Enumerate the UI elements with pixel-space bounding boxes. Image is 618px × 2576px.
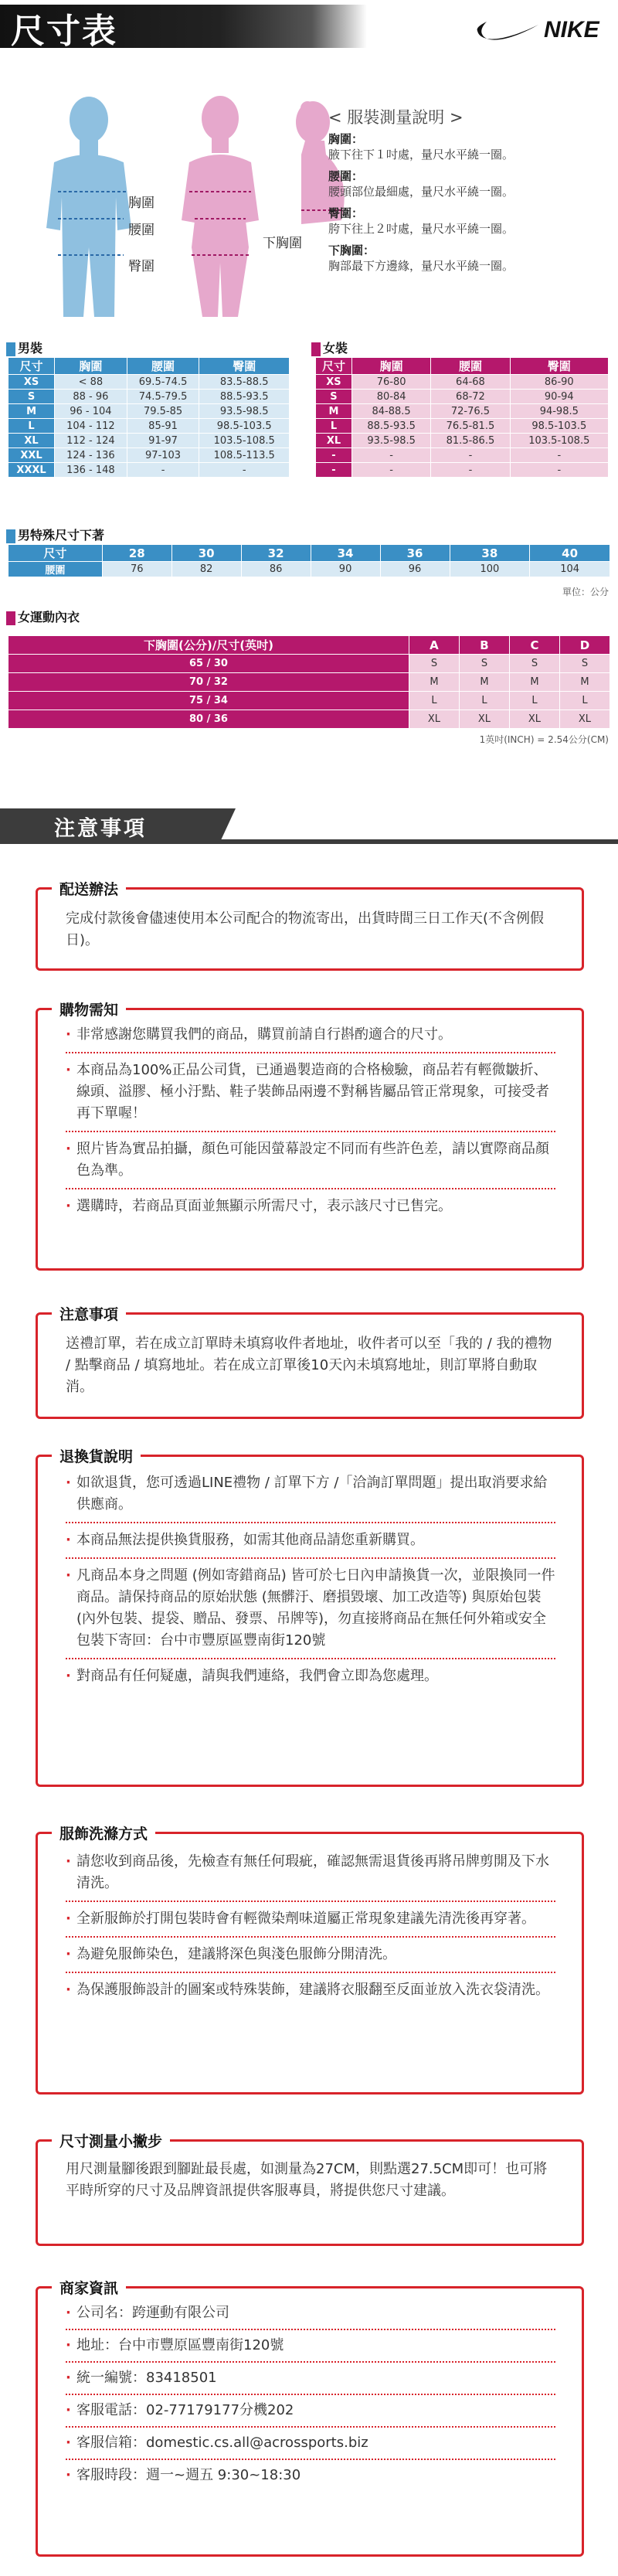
table-cell: < 88 xyxy=(55,375,127,390)
body-measure-figures xyxy=(46,93,371,325)
table-cell: 96 xyxy=(380,562,450,577)
table-cell: 103.5-108.5 xyxy=(510,434,608,448)
page-title: 尺寸表 xyxy=(11,12,117,51)
men-section-title: 男裝 xyxy=(6,339,42,356)
female-figure xyxy=(182,96,259,317)
guide-item: 臀圍： 胯下往上２吋處，量尺水平繞一圈。 xyxy=(328,206,514,236)
row-header-cell: L xyxy=(316,419,352,434)
row-header-cell: 尺寸 xyxy=(8,545,103,562)
table-row xyxy=(316,463,609,478)
table-cell: L xyxy=(559,692,610,710)
table-header-row xyxy=(8,358,290,375)
notice-header xyxy=(0,808,618,844)
row-header-cell: - xyxy=(316,463,352,478)
guide-item: 下胸圍： 胸部最下方邊緣，量尺水平繞一圈。 xyxy=(328,243,514,273)
table-cell: - xyxy=(510,448,608,463)
table-cell: 88.5-93.5 xyxy=(351,419,430,434)
merchant-title: 商家資訊 xyxy=(52,2277,126,2298)
table-cell: 100 xyxy=(450,562,530,577)
table-row xyxy=(8,419,290,434)
washing-item: · 為保護服飾設計的圖案或特殊裝飾，建議將衣服翻至反面並放入洗衣袋清洗。 xyxy=(66,1979,555,2001)
column-header: 臀圍 xyxy=(510,358,608,375)
table-row xyxy=(8,710,610,729)
table-cell: 93.5-98.5 xyxy=(199,404,290,419)
table-row xyxy=(8,404,290,419)
measure-tip-box xyxy=(36,2133,584,2246)
row-header-cell: M xyxy=(8,404,55,419)
underbust-label: 下胸圍 xyxy=(263,236,302,251)
table-cell: 98.5-103.5 xyxy=(199,419,290,434)
table-cell: 108.5-113.5 xyxy=(199,448,290,463)
unit-note: 單位：公分 xyxy=(562,587,609,597)
row-header-cell: S xyxy=(8,390,55,404)
table-row xyxy=(8,673,610,692)
table-row xyxy=(8,692,610,710)
table-row xyxy=(8,434,290,448)
table-cell: M xyxy=(459,673,509,692)
table-cell: M xyxy=(509,673,559,692)
table-cell: 80-84 xyxy=(351,390,430,404)
purchase-item: · 本商品為100%正品公司貨，已通過製造商的合格檢驗，商品若有輕微皺折、線頭、溢膠、極小汙點、鞋子裝飾品兩邊不對稱皆屬品管正常現象，可接受者再下單喔！ xyxy=(66,1060,555,1125)
table-cell: L xyxy=(459,692,509,710)
washing-box xyxy=(36,1826,584,2094)
returns-title: 退換貨說明 xyxy=(52,1445,141,1466)
delivery-box xyxy=(36,881,584,971)
table-cell: 84-88.5 xyxy=(351,404,430,419)
row-header-cell: 65 / 30 xyxy=(8,655,409,673)
women-size-table xyxy=(315,357,609,478)
table-row xyxy=(8,463,290,478)
table-cell: 86-90 xyxy=(510,375,608,390)
column-header: 臀圍 xyxy=(199,358,290,375)
table-cell: S xyxy=(459,655,509,673)
attention-title: 注意事項 xyxy=(52,1303,126,1324)
table-row xyxy=(8,562,610,577)
purchase-box xyxy=(36,1002,584,1271)
purchase-item: · 非常感謝您購買我們的商品，購買前請自行斟酌適合的尺寸。 xyxy=(66,1024,555,1046)
table-row xyxy=(316,419,609,434)
row-header-cell: XXL xyxy=(8,448,55,463)
table-cell: 76-80 xyxy=(351,375,430,390)
inch-conversion-note: 1英吋(INCH) = 2.54公分(CM) xyxy=(479,734,609,745)
table-cell: 97-103 xyxy=(127,448,199,463)
table-cell: 88 - 96 xyxy=(55,390,127,404)
row-header-cell: S xyxy=(316,390,352,404)
table-cell: 69.5-74.5 xyxy=(127,375,199,390)
column-header: 尺寸 xyxy=(316,358,352,375)
measure-guide xyxy=(328,110,603,274)
hip-label: 臀圍 xyxy=(128,259,154,274)
purchase-item: · 選購時，若商品頁面並無顯示所需尺寸，表示該尺寸已售完。 xyxy=(66,1196,555,1217)
table-cell: 82 xyxy=(171,562,241,577)
column-header: 胸圍 xyxy=(55,358,127,375)
table-cell: M xyxy=(559,673,610,692)
table-cell: 68-72 xyxy=(431,390,510,404)
table-cell: L xyxy=(509,692,559,710)
table-cell: 124 - 136 xyxy=(55,448,127,463)
table-cell: 64-68 xyxy=(431,375,510,390)
table-cell: S xyxy=(559,655,610,673)
table-cell: XL xyxy=(409,710,459,729)
pants-section-title: 男特殊尺寸下著 xyxy=(6,526,104,543)
bra-section-title: 女運動內衣 xyxy=(6,607,80,625)
table-cell: 90-94 xyxy=(510,390,608,404)
table-cell: 91-97 xyxy=(127,434,199,448)
table-row xyxy=(8,448,290,463)
merchant-box xyxy=(36,2280,584,2557)
table-cell: - xyxy=(351,463,430,478)
returns-item: · 對商品有任何疑慮，請與我們連絡，我們會立即為您處理。 xyxy=(66,1666,555,1687)
table-row xyxy=(316,434,609,448)
table-cell: L xyxy=(409,692,459,710)
table-cell: 112 - 124 xyxy=(55,434,127,448)
guide-item: 腰圍： 腰頭部位最細處，量尺水平繞一圈。 xyxy=(328,169,514,199)
size-chart-header xyxy=(0,0,618,54)
table-cell: - xyxy=(351,448,430,463)
waist-label: 腰圍 xyxy=(128,223,154,238)
table-cell: 88.5-93.5 xyxy=(199,390,290,404)
attention-text: 送禮訂單，若在成立訂單時未填寫收件者地址，收件者可以至「我的 / 我的禮物 / 點擊商品 / 填寫地址。若在成立訂單後10天內未填寫地址，則訂單將自動取消。 xyxy=(66,1336,552,1395)
table-cell: XL xyxy=(559,710,610,729)
guide-title: < 服裝測量說明 > xyxy=(328,108,464,127)
table-cell: - xyxy=(431,448,510,463)
table-cell: S xyxy=(509,655,559,673)
measure-tip-title: 尺寸測量小撇步 xyxy=(52,2130,170,2151)
table-row xyxy=(8,375,290,390)
purchase-title: 購物需知 xyxy=(52,999,126,1019)
table-cell: 28 xyxy=(102,545,171,562)
returns-item: · 如欲退貨，您可透過LINE禮物 / 訂單下方 /「洽詢訂單問題」提出取消要求給供應商。 xyxy=(66,1472,555,1516)
table-cell: 34 xyxy=(311,545,380,562)
bra-size-table xyxy=(8,635,610,729)
table-cell: 38 xyxy=(450,545,530,562)
table-cell: 32 xyxy=(241,545,311,562)
table-cell: 98.5-103.5 xyxy=(510,419,608,434)
table-cell: M xyxy=(409,673,459,692)
washing-title: 服飾洗滌方式 xyxy=(52,1822,155,1843)
row-header-cell: 腰圍 xyxy=(8,562,103,577)
row-header-cell: 80 / 36 xyxy=(8,710,409,729)
returns-item: · 本商品無法提供換貨服務，如需其他商品請您重新購買。 xyxy=(66,1530,555,1551)
measure-tip-text: 用尺測量腳後跟到腳趾最長處，如測量為27CM，則點選27.5CM即可！也可將平時所穿的尺寸及品牌資訊提供客服專員，將提供您尺寸建議。 xyxy=(66,2161,548,2199)
row-header-cell: - xyxy=(316,448,352,463)
table-cell: - xyxy=(431,463,510,478)
table-cell: 85-91 xyxy=(127,419,199,434)
merchant-phone: · 客服電話：02-77179177分機202 xyxy=(66,2401,555,2420)
returns-item: · 凡商品本身之問題 (例如寄錯商品) 皆可於七日內申請換貨一次，並限換同一件商品。請保持商品的原始狀態 (無髒汙、磨損毀壞、加工改造等) 與原始包裝 (內外包裝、提袋、贈品、發票、吊牌等)，勿直接將商品在無任何外箱或安全包裝下寄回：台中市豐原區豐南街120號 xyxy=(66,1565,555,1652)
table-cell: 36 xyxy=(380,545,450,562)
row-header-cell: L xyxy=(8,419,55,434)
table-cell: XL xyxy=(509,710,559,729)
table-cell: - xyxy=(510,463,608,478)
table-cell: 86 xyxy=(241,562,311,577)
row-header-cell: M xyxy=(316,404,352,419)
washing-item: · 請您收到商品後，先檢查有無任何瑕疵，確認無需退貨後再將吊牌剪開及下水清洗。 xyxy=(66,1851,555,1894)
row-header-cell: XL xyxy=(316,434,352,448)
table-row xyxy=(8,655,610,673)
table-row xyxy=(316,448,609,463)
table-cell: 94-98.5 xyxy=(510,404,608,419)
table-cell: 30 xyxy=(171,545,241,562)
returns-box xyxy=(36,1448,584,1787)
table-cell: 83.5-88.5 xyxy=(199,375,290,390)
table-cell: 103.5-108.5 xyxy=(199,434,290,448)
pants-size-table xyxy=(8,544,610,577)
notice-title: 注意事項 xyxy=(54,817,147,841)
table-row xyxy=(8,545,610,562)
table-cell: 76 xyxy=(102,562,171,577)
table-cell: 74.5-79.5 xyxy=(127,390,199,404)
table-row xyxy=(316,375,609,390)
table-cell: XL xyxy=(459,710,509,729)
row-header-cell: XXXL xyxy=(8,463,55,478)
table-cell: 93.5-98.5 xyxy=(351,434,430,448)
table-row xyxy=(316,404,609,419)
table-cell: 136 - 148 xyxy=(55,463,127,478)
women-section-title: 女裝 xyxy=(311,339,348,356)
delivery-title: 配送辦法 xyxy=(52,878,126,899)
column-header: 尺寸 xyxy=(8,358,55,375)
table-cell: 90 xyxy=(311,562,380,577)
purchase-item: · 照片皆為實品拍攝，顏色可能因螢幕設定不同而有些許色差，請以實際商品顏色為準。 xyxy=(66,1138,555,1182)
men-size-table xyxy=(8,357,290,478)
table-cell: 81.5-86.5 xyxy=(431,434,510,448)
table-cell: 96 - 104 xyxy=(55,404,127,419)
washing-item: · 為避免服飾染色，建議將深色與淺色服飾分開清洗。 xyxy=(66,1944,555,1965)
table-cell: - xyxy=(127,463,199,478)
merchant-hours: · 客服時段：週一~週五 9:30~18:30 xyxy=(66,2466,555,2485)
column-header: 腰圍 xyxy=(431,358,510,375)
row-header-cell: 75 / 34 xyxy=(8,692,409,710)
attention-box xyxy=(36,1306,584,1419)
table-header-row xyxy=(8,636,610,655)
table-cell: 104 - 112 xyxy=(55,419,127,434)
table-cell: 79.5-85 xyxy=(127,404,199,419)
delivery-text: 完成付款後會儘速使用本公司配合的物流寄出，出貨時間三日工作天(不含例假日)。 xyxy=(66,910,545,948)
row-header-cell: XS xyxy=(316,375,352,390)
table-cell: 104 xyxy=(530,562,610,577)
row-header-cell: XS xyxy=(8,375,55,390)
column-header: D xyxy=(559,636,610,655)
table-row xyxy=(8,390,290,404)
table-cell: S xyxy=(409,655,459,673)
nike-logo xyxy=(473,8,608,46)
column-header: B xyxy=(459,636,509,655)
merchant-tax-id: · 統一編號：83418501 xyxy=(66,2369,555,2387)
merchant-address: · 地址：台中市豐原區豐南街120號 xyxy=(66,2336,555,2355)
row-header-cell: XL xyxy=(8,434,55,448)
washing-item: · 全新服飾於打開包裝時會有輕微染劑味道屬正常現象建議先清洗後再穿著。 xyxy=(66,1908,555,1930)
table-cell: - xyxy=(199,463,290,478)
row-header-cell: 70 / 32 xyxy=(8,673,409,692)
table-cell: 76.5-81.5 xyxy=(431,419,510,434)
column-header: C xyxy=(509,636,559,655)
table-cell: 40 xyxy=(530,545,610,562)
column-header: 腰圍 xyxy=(127,358,199,375)
column-header: A xyxy=(409,636,459,655)
merchant-company: · 公司名：跨運動有限公司 xyxy=(66,2304,555,2322)
chest-label: 胸圍 xyxy=(128,196,154,211)
merchant-email: · 客服信箱：domestic.cs.all@acrossports.biz xyxy=(66,2434,555,2452)
table-cell: 72-76.5 xyxy=(431,404,510,419)
table-header-row xyxy=(316,358,609,375)
table-row xyxy=(316,390,609,404)
guide-item: 胸圍： 腋下往下１吋處，量尺水平繞一圈。 xyxy=(328,132,514,162)
male-figure xyxy=(46,97,131,317)
column-header: 下胸圍(公分)/尺寸(英吋) xyxy=(8,636,409,655)
column-header: 胸圍 xyxy=(351,358,430,375)
brand-text: NIKE xyxy=(544,17,599,43)
